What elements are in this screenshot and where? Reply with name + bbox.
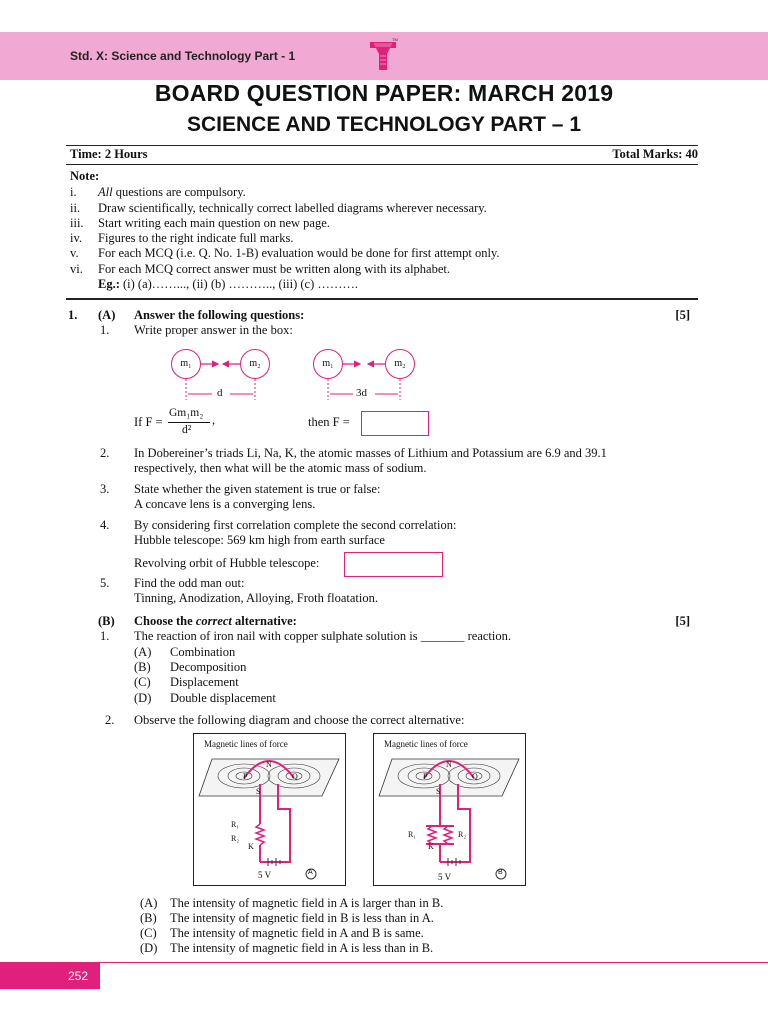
diagram-tag: A [308,869,313,876]
solenoid-circuit-b [374,734,527,887]
page-number: 252 [0,963,100,989]
question-text: respectively, then what will be the atomic mass of sodium. [134,461,427,475]
svg-text:TM: TM [392,37,398,42]
note-heading: Note: [70,169,100,183]
fraction-bar [168,422,210,423]
part-title: Choose the correct alternative: [134,614,297,628]
part-label: (A) [98,308,116,322]
sub-number: 3. [100,482,110,496]
formula-then: then F = [308,415,350,429]
question-text: Observe the following diagram and choose the correct alternative: [134,713,465,727]
formula-numerator: Gm₁m₂ [169,407,204,419]
distance-label: d [217,387,223,399]
note-example: Eg.: (i) (a)……..., (ii) (b) ……….., (iii) (c) ………. [98,277,359,291]
formula-if: If F = [134,415,163,429]
sub-number: 1. [100,323,110,337]
std-label: Std. X: Science and Technology Part - 1 [70,49,296,63]
diagram-caption: Magnetic lines of force [384,739,468,749]
solenoid-circuit-a [194,734,347,887]
sub-number: 5. [100,576,110,590]
sub-number: 2. [100,446,110,460]
question-text: State whether the given statement is true or false: [134,482,381,496]
part-marks: [5] [675,308,690,322]
option[interactable]: (A) The intensity of magnetic field in A is larger than in B. [140,896,444,910]
divider [66,298,698,300]
diagram-caption: Magnetic lines of force [204,739,288,749]
question-text: Tinning, Anodization, Alloying, Froth floatation. [134,591,378,605]
option[interactable]: (D) The intensity of magnetic field in A is less than in B. [140,941,434,955]
formula-denominator: d² [182,424,192,436]
total-marks-label: Total Marks: 40 [612,147,698,161]
sub-number: 4. [100,518,110,532]
sub-number: 1. [100,629,110,643]
question-text: Revolving orbit of Hubble telescope: [134,556,320,570]
footer-line [0,962,768,963]
mass-m1: m₁ [313,349,343,379]
question-number: 1. [68,308,78,322]
question-text: By considering first correlation complete the second correlation: [134,518,457,532]
diagram-tag: B [498,869,503,876]
option[interactable]: (A) Combination [134,645,236,659]
mass-m1: m₁ [171,349,201,379]
option[interactable]: (C) The intensity of magnetic field in A and B is same. [140,926,424,940]
formula-comma: , [212,413,216,427]
part-label: (B) [98,614,115,628]
magnetic-diagram-b: Magnetic lines of force N P Q S R₁ R₂ K 5 V B [373,733,526,886]
option[interactable]: (B) The intensity of magnetic field in B is less than in A. [140,911,434,925]
option[interactable]: (D) Double displacement [134,691,276,705]
mass-m2: m₂ [240,349,270,379]
paper-title: BOARD QUESTION PAPER: MARCH 2019 [154,80,614,106]
option[interactable]: (B) Decomposition [134,660,247,674]
part-marks: [5] [675,614,690,628]
publisher-logo-icon [368,36,398,76]
answer-box[interactable] [344,552,443,577]
question-text: Write proper answer in the box: [134,323,293,337]
header-band [0,32,768,80]
sub-number: 2. [105,713,115,727]
mass-m2: m₂ [385,349,415,379]
question-text: In Dobereiner’s triads Li, Na, K, the atomic masses of Lithium and Potassium are 6.9 and 39.1 [134,446,607,460]
option[interactable]: (C) Displacement [134,675,239,689]
question-text: Find the odd man out: [134,576,245,590]
divider [66,164,698,165]
question-text: A concave lens is a converging lens. [134,497,316,511]
divider [66,145,698,146]
question-text: Hubble telescope: 569 km high from earth surface [134,533,385,547]
paper-subtitle: SCIENCE AND TECHNOLOGY PART – 1 [187,113,581,136]
question-text: The reaction of iron nail with copper sulphate solution is _______ reaction. [134,629,511,643]
distance-label: 3d [356,387,367,399]
part-title: Answer the following questions: [134,308,305,322]
answer-box[interactable] [361,411,429,436]
time-label: Time: 2 Hours [70,147,148,161]
magnetic-diagram-a: Magnetic lines of force N P Q S R₁ R₂ K 5 V A [193,733,346,886]
